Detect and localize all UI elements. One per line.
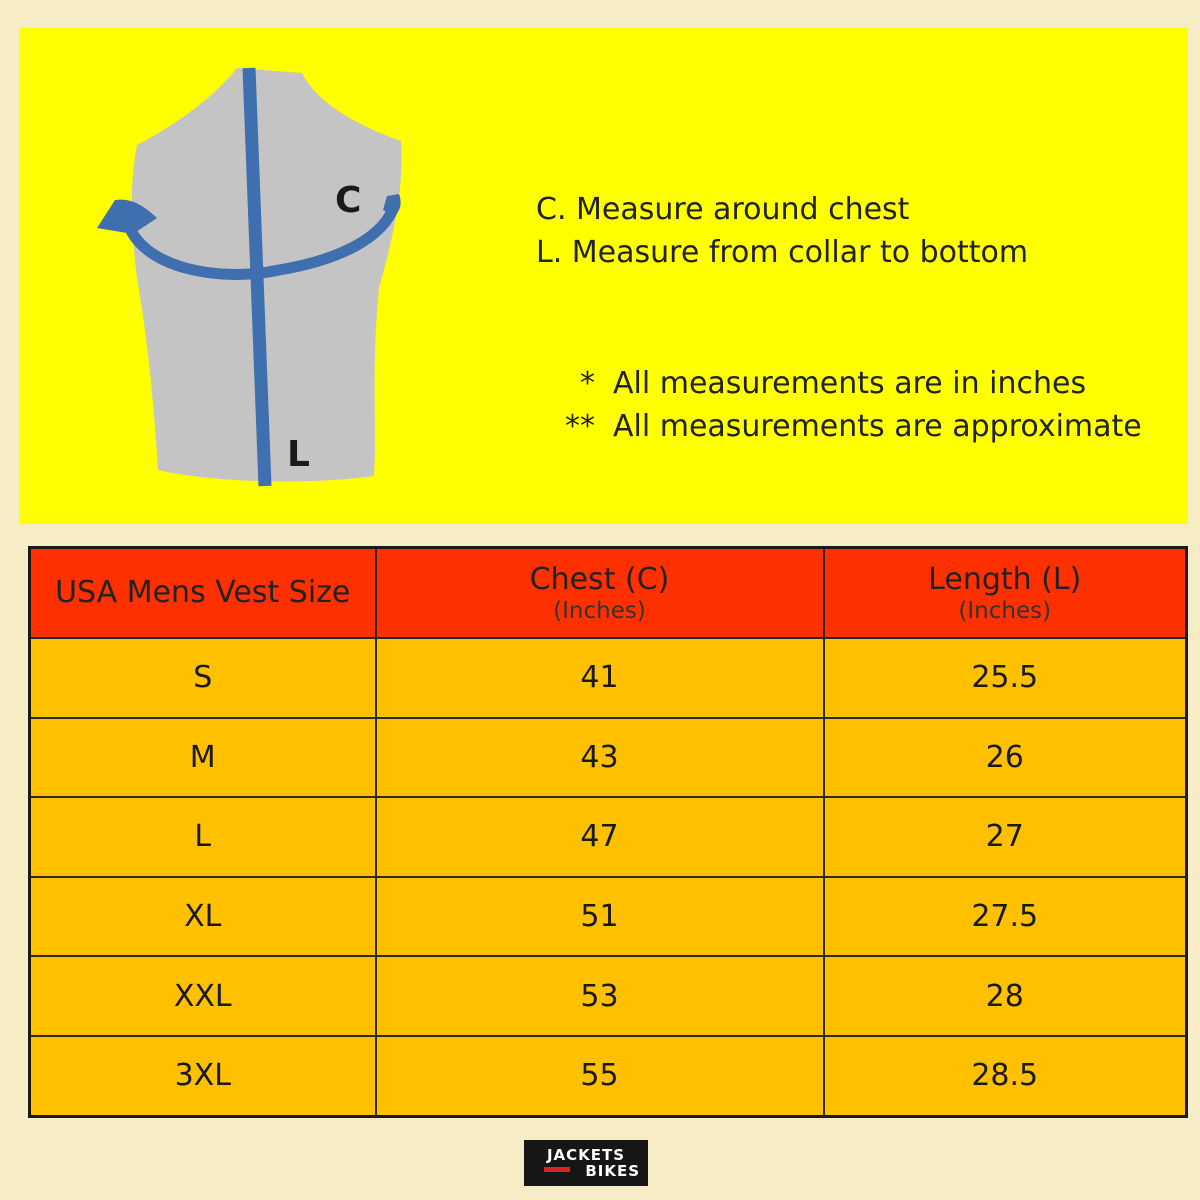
header-length-unit: (Inches) <box>958 598 1052 624</box>
size-cell: 3XL <box>30 1036 376 1117</box>
header-chest-title: Chest (C) <box>529 562 670 597</box>
length-cell: 27 <box>824 797 1187 877</box>
header-size <box>30 548 376 639</box>
measurement-panel <box>19 28 1188 524</box>
chest-cell: 55 <box>376 1036 824 1117</box>
diagram-label-chest: C <box>335 180 362 221</box>
header-size-title: USA Mens Vest Size <box>55 575 351 610</box>
logo-text-line2: BIKES <box>585 1162 640 1180</box>
instruction-chest: C. Measure around chest <box>536 192 910 227</box>
chest-cell: 41 <box>376 638 824 718</box>
table-row <box>30 638 1187 718</box>
logo-accent-bar <box>544 1167 570 1172</box>
length-cell: 28 <box>824 956 1187 1036</box>
brand-logo <box>524 1140 648 1186</box>
logo-text-line1: JACKETS <box>546 1146 626 1164</box>
note-marker: ** <box>565 409 595 444</box>
length-cell: 28.5 <box>824 1036 1187 1117</box>
vest-diagram <box>19 28 519 524</box>
size-cell: XXL <box>30 956 376 1036</box>
note-text: All measurements are in inches <box>613 366 1087 401</box>
table-header-row <box>30 548 1187 639</box>
header-length <box>824 548 1187 639</box>
chest-cell: 47 <box>376 797 824 877</box>
size-cell: M <box>30 718 376 798</box>
table-row <box>30 797 1187 877</box>
note-text: All measurements are approximate <box>613 409 1142 444</box>
chest-cell: 53 <box>376 956 824 1036</box>
header-length-title: Length (L) <box>928 562 1082 597</box>
table-row <box>30 718 1187 798</box>
length-cell: 26 <box>824 718 1187 798</box>
table-row <box>30 877 1187 957</box>
table-row <box>30 1036 1187 1117</box>
size-cell: S <box>30 638 376 718</box>
size-cell: L <box>30 797 376 877</box>
note-row <box>543 362 1142 405</box>
size-chart-table <box>28 546 1188 1118</box>
note-row <box>543 405 1142 448</box>
length-cell: 27.5 <box>824 877 1187 957</box>
table-row <box>30 956 1187 1036</box>
diagram-label-length: L <box>287 434 310 475</box>
size-cell: XL <box>30 877 376 957</box>
chest-cell: 51 <box>376 877 824 957</box>
measurement-instructions <box>536 188 1028 274</box>
instruction-length: L. Measure from collar to bottom <box>536 235 1029 270</box>
chest-cell: 43 <box>376 718 824 798</box>
header-chest <box>376 548 824 639</box>
note-marker: * <box>580 366 595 401</box>
header-chest-unit: (Inches) <box>553 598 646 624</box>
length-cell: 25.5 <box>824 638 1187 718</box>
measurement-notes <box>543 362 1142 448</box>
